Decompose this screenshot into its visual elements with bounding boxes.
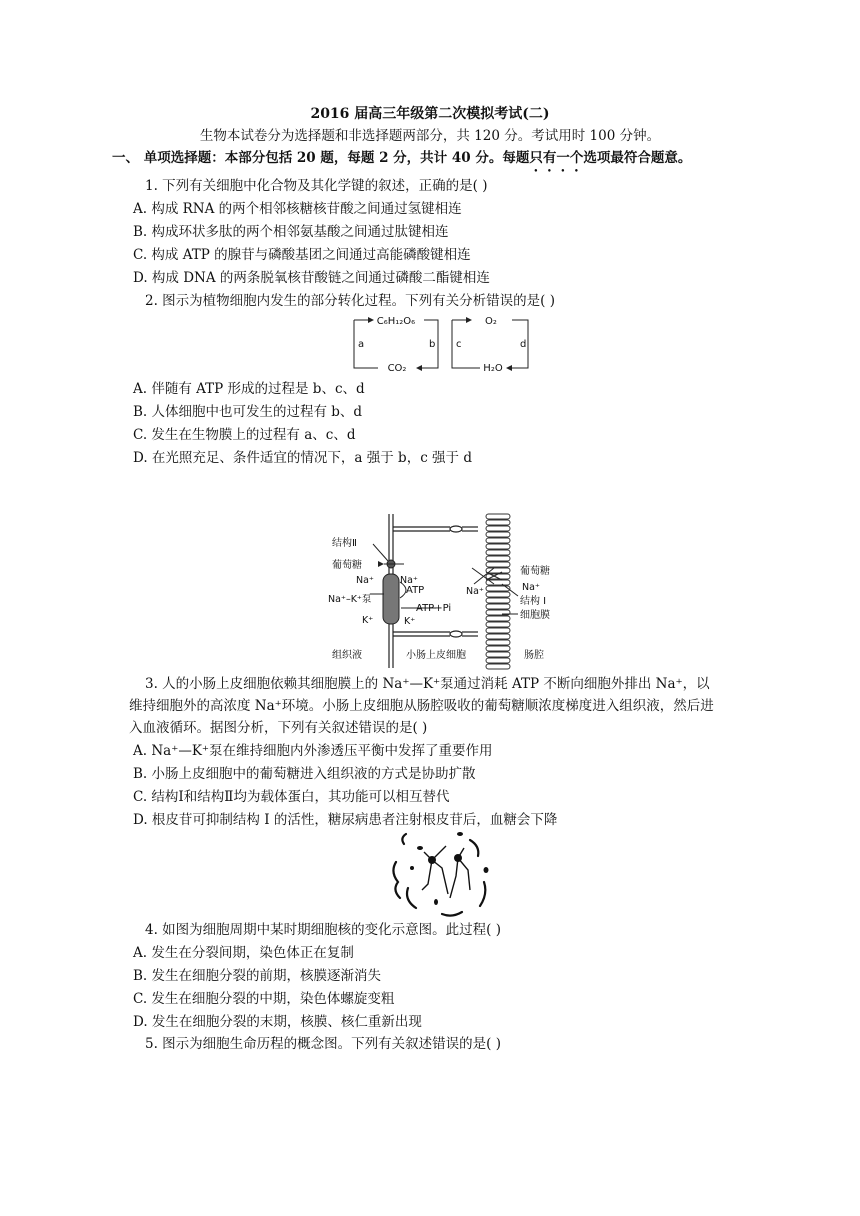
question-3-option-d: D. 根皮苷可抑制结构 I 的活性，糖尿病患者注射根皮苷后，血糖会下降 (133, 812, 558, 828)
sodium-left-label: Na⁺ (356, 575, 374, 586)
question-2-option-a: A. 伴随有 ATP 形成的过程是 b、c、d (133, 381, 365, 397)
atp-label: ATP (406, 585, 425, 596)
question-2-option-c: C. 发生在生物膜上的过程有 a、c、d (133, 427, 356, 443)
membrane-label: 细胞膜 (520, 610, 550, 621)
process-a-label: a (358, 339, 365, 350)
sodium-right-label: Na⁺ (400, 575, 418, 586)
epithelial-cell-label: 小肠上皮细胞 (406, 650, 466, 661)
pump-label: Na⁺–K⁺泵 (328, 594, 372, 605)
question-3-stem-line-3: 入血液循环。据图分析，下列有关叙述错误的是( ) (129, 720, 428, 736)
question-4-stem: 4. 如图为细胞周期中某时期细胞核的变化示意图。此过程( ) (145, 922, 501, 938)
question-1-option-b: B. 构成环状多肽的两个相邻氨基酸之间通过肽键相连 (133, 224, 449, 240)
sodium-potassium-pump (383, 574, 399, 624)
emphasis-text: 只有一个 (529, 150, 584, 166)
question-3-option-b: B. 小肠上皮细胞中的葡萄糖进入组织液的方式是协助扩散 (133, 766, 476, 782)
question-1-stem: 1. 下列有关细胞中化合物及其化学键的叙述，正确的是( ) (145, 178, 488, 194)
potassium-right-label: K⁺ (404, 616, 416, 627)
co2-label: CO₂ (387, 363, 407, 372)
question-4-option-b: B. 发生在细胞分裂的前期，核膜逐渐消失 (133, 968, 382, 984)
question-1-option-a: A. 构成 RNA 的两个相邻核糖核苷酸之间通过氢键相连 (133, 201, 462, 217)
page-title: 2016 届高三年级第二次模拟考试(二) (310, 106, 550, 122)
glucose-right-label: 葡萄糖 (520, 566, 550, 577)
nucleus-change-diagram (386, 828, 498, 922)
intestinal-cell-diagram (326, 510, 576, 670)
question-2-stem: 2. 图示为植物细胞内发生的部分转化过程。下列有关分析错误的是( ) (145, 293, 555, 309)
question-4-option-c: C. 发生在细胞分裂的中期，染色体螺旋变粗 (133, 991, 395, 1007)
structure-1-label: 结构 I (520, 596, 547, 607)
process-d-label: d (520, 339, 527, 350)
question-3-option-c: C. 结构Ⅰ和结构Ⅱ均为载体蛋白，其功能可以相互替代 (133, 789, 450, 805)
question-3-option-a: A. Na⁺—K⁺泵在维持细胞内外渗透压平衡中发挥了重要作用 (133, 743, 493, 759)
question-3-stem-line-1: 3. 人的小肠上皮细胞依赖其细胞膜上的 Na⁺—K⁺泵通过消耗 ATP 不断向细胞外排出 Na⁺，以 (145, 676, 710, 692)
o2-label: O₂ (485, 316, 497, 327)
question-2-option-b: B. 人体细胞中也可发生的过程有 b、d (133, 404, 363, 420)
atp-pi-label: ATP+Pi (416, 603, 452, 614)
structure-2-label: 结构Ⅱ (332, 538, 357, 549)
page-subtitle: 生物本试卷分为选择题和非选择题两部分，共 120 分。考试用时 100 分钟。 (199, 128, 661, 144)
sodium-lumen-label: Na⁺ (522, 582, 540, 593)
intestinal-lumen-label: 肠腔 (524, 650, 544, 661)
question-5-stem: 5. 图示为细胞生命历程的概念图。下列有关叙述错误的是( ) (145, 1036, 501, 1052)
process-c-label: c (456, 339, 462, 350)
glucose-left-label: 葡萄糖 (332, 560, 362, 571)
question-1-option-c: C. 构成 ATP 的腺苷与磷酸基团之间通过高能磷酸键相连 (133, 247, 471, 263)
potassium-left-label: K⁺ (362, 615, 374, 626)
tissue-fluid-label: 组织液 (332, 650, 362, 661)
question-4-option-d: D. 发生在细胞分裂的末期，核膜、核仁重新出现 (133, 1014, 422, 1030)
question-3-stem-line-2: 维持细胞外的高浓度 Na⁺环境。小肠上皮细胞从肠腔吸收的葡萄糖顺浓度梯度进入组织液，然后进 (129, 698, 714, 714)
question-2-option-d: D. 在光照充足、条件适宜的情况下，a 强于 b，c 强于 d (133, 450, 472, 466)
process-b-label: b (429, 339, 436, 350)
h2o-label: H₂O (483, 363, 503, 372)
conversion-diagram (352, 316, 542, 372)
question-4-option-a: A. 发生在分裂间期，染色体正在复制 (133, 945, 354, 961)
sodium-lumen-label-2: Na⁺ (466, 586, 484, 597)
question-1-option-d: D. 构成 DNA 的两条脱氧核苷酸链之间通过磷酸二酯键相连 (133, 270, 490, 286)
section-heading: 一、 单项选择题：本部分包括 20 题，每题 2 分，共计 40 分。每题只有一个选项最符合题意。 (112, 150, 692, 166)
microvilli-membrane (486, 514, 510, 669)
glucose-label: C₆H₁₂O₆ (376, 316, 416, 327)
